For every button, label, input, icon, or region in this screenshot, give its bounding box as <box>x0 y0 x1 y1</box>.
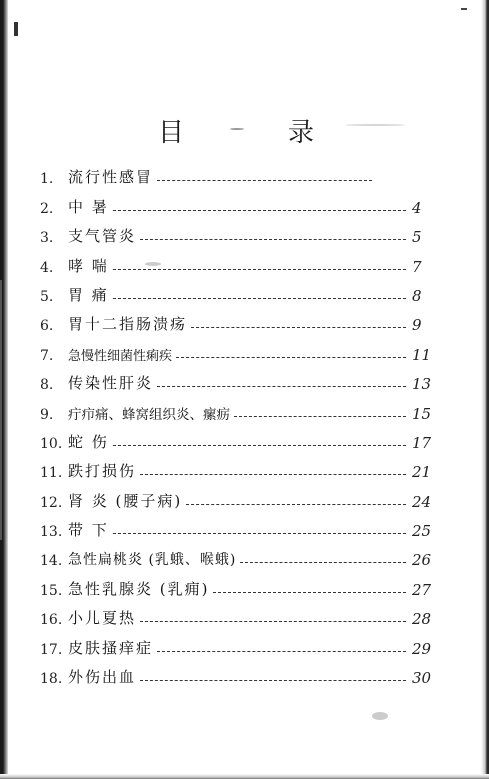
entry-number: 15. <box>40 582 63 599</box>
entry-title: 疔疖痛、蜂窝组织炎、瘰疬 <box>68 406 230 423</box>
dotted-leader <box>176 357 406 358</box>
entry-page: 11 <box>412 345 432 364</box>
entry-title: 支气管炎 <box>68 227 137 246</box>
entry-page: 27 <box>412 580 432 599</box>
entry-page: 13 <box>412 375 432 394</box>
scan-speckle <box>372 712 388 720</box>
entry-number: 8. <box>40 377 54 394</box>
entry-number: 4. <box>40 259 54 276</box>
entry-title: 皮肤搔痒症 <box>68 638 154 657</box>
entry-page: 24 <box>412 492 432 511</box>
entry-number: 16. <box>40 612 63 629</box>
entry-page: 30 <box>412 669 432 688</box>
entry-title: 中 暑 <box>68 197 109 216</box>
entry-title: 胃 痛 <box>68 285 109 304</box>
toc-entry <box>40 628 440 657</box>
entry-number: 18. <box>40 671 63 688</box>
toc-entry <box>40 569 440 598</box>
toc-entry <box>40 246 440 275</box>
toc-entry <box>40 334 440 363</box>
dotted-leader <box>140 621 406 622</box>
title-char-left: 目 <box>158 118 185 148</box>
toc-entry <box>40 305 440 334</box>
toc-entry <box>40 658 440 687</box>
dotted-leader <box>140 239 406 240</box>
toc-entry <box>40 158 440 187</box>
entry-title: 带 下 <box>68 521 109 540</box>
dotted-leader <box>157 651 406 652</box>
scan-mark <box>461 8 467 10</box>
entry-title: 传染性肝炎 <box>68 374 154 393</box>
entry-page: 9 <box>412 316 422 335</box>
entry-title: 哮 喘 <box>68 256 109 275</box>
toc-entry <box>40 187 440 216</box>
scan-speckle <box>345 124 405 126</box>
toc-entry <box>40 276 440 305</box>
dotted-leader <box>113 533 406 534</box>
entry-title: 胃十二指肠溃疡 <box>68 315 188 334</box>
entry-page: 28 <box>412 610 432 629</box>
toc-entry <box>40 481 440 510</box>
entry-number: 3. <box>40 230 54 247</box>
scan-speckle <box>230 128 244 130</box>
entry-page: 4 <box>412 198 422 217</box>
entry-number: 2. <box>40 200 54 217</box>
entry-title: 跌打损伤 <box>68 462 137 481</box>
entry-page: 8 <box>412 286 422 305</box>
toc-entry <box>40 452 440 481</box>
gutter-line <box>0 280 2 540</box>
dotted-leader <box>113 269 406 270</box>
toc-entry <box>40 540 440 569</box>
entry-title: 急性扁桃炎 (乳蛾、喉蛾) <box>68 552 237 569</box>
toc-entry <box>40 511 440 540</box>
title-char-right: 录 <box>288 118 315 148</box>
dotted-leader <box>113 445 406 446</box>
entry-title: 蛇 伤 <box>68 432 109 451</box>
dotted-leader <box>113 210 406 211</box>
dotted-leader <box>191 327 406 328</box>
scan-shadow-bottom <box>0 774 489 779</box>
entry-page: 25 <box>412 522 432 541</box>
dotted-leader <box>157 180 372 181</box>
entry-number: 17. <box>40 641 63 658</box>
dotted-leader <box>113 298 406 299</box>
page-title <box>158 112 328 148</box>
entry-number: 11. <box>40 465 63 482</box>
toc-entry <box>40 423 440 452</box>
entry-number: 10. <box>40 435 63 452</box>
entry-number: 7. <box>40 347 54 364</box>
toc-entry <box>40 364 440 393</box>
entry-number: 1. <box>40 171 54 188</box>
toc-entry <box>40 217 440 246</box>
scan-mark <box>14 22 18 36</box>
entry-number: 14. <box>40 553 63 570</box>
dotted-leader <box>140 680 406 681</box>
entry-title: 外伤出血 <box>68 668 137 687</box>
entry-page: 21 <box>412 463 432 482</box>
entry-page: 5 <box>412 228 422 247</box>
entry-page: 15 <box>412 404 432 423</box>
scan-shadow-right <box>475 0 489 779</box>
entry-page: 7 <box>412 257 422 276</box>
entry-page: 26 <box>412 551 432 570</box>
entry-number: 6. <box>40 318 54 335</box>
entry-title: 肾 炎 (腰子病) <box>68 491 183 510</box>
dotted-leader <box>240 562 406 563</box>
entry-number: 5. <box>40 288 54 305</box>
dotted-leader <box>186 504 406 505</box>
entry-title: 流行性感冒 <box>68 168 154 187</box>
entry-number: 13. <box>40 524 63 541</box>
toc-entry <box>40 393 440 422</box>
entry-page: 29 <box>412 639 432 658</box>
entry-title: 急性乳腺炎 (乳痈) <box>68 579 210 598</box>
entry-number: 12. <box>40 494 63 511</box>
dotted-leader <box>157 386 406 387</box>
dotted-leader <box>213 592 406 593</box>
entry-title: 小儿夏热 <box>68 609 137 628</box>
dotted-leader <box>234 416 406 417</box>
toc-list <box>40 158 440 687</box>
dotted-leader <box>140 474 406 475</box>
entry-number: 9. <box>40 406 54 423</box>
toc-entry <box>40 599 440 628</box>
entry-page: 17 <box>412 433 432 452</box>
entry-title: 急慢性细菌性痢疾 <box>68 348 173 364</box>
